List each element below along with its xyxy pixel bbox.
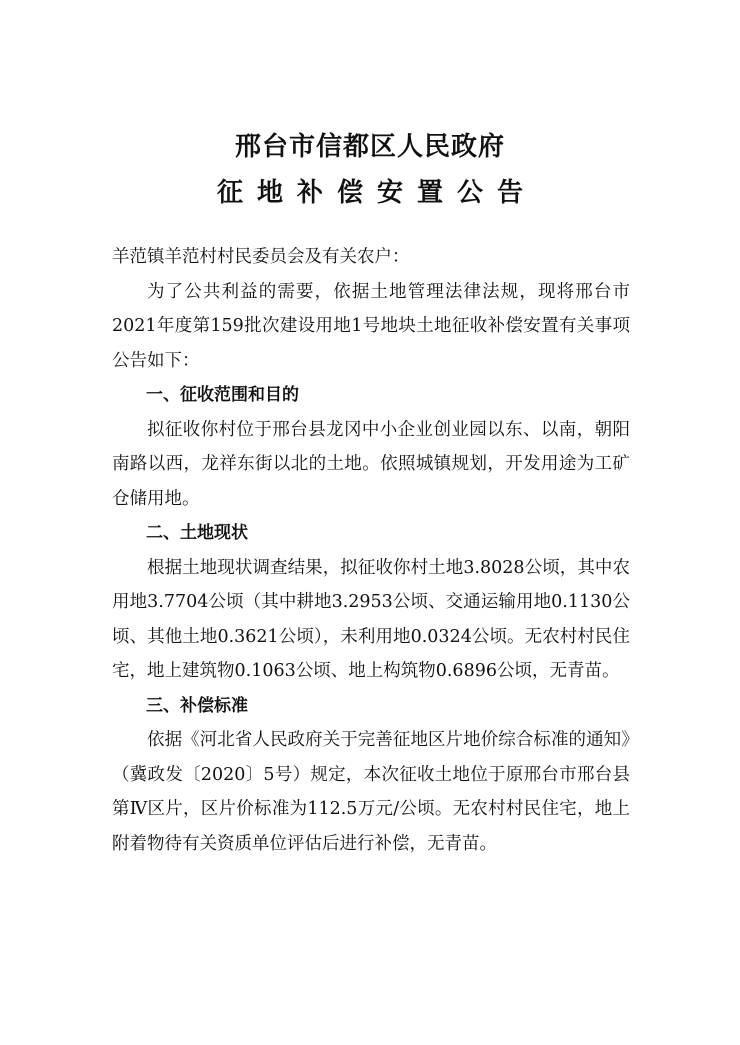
document-title-line2: 征地补偿安置公告 (216, 178, 537, 208)
section-heading-land-status: 二、土地现状 (146, 523, 248, 543)
intro-paragraph: 为了公共利益的需要，依据土地管理法律法规，现将邢台市2021年度第159批次建设用地1号地块土地征收补偿安置有关事项公告如下： (112, 281, 630, 371)
section-text-compensation: 依据《河北省人民政府关于完善征地区片地价综合标准的通知》（冀政发〔2020〕5号）规定，本次征收土地位于原邢台市邢台县第Ⅳ区片，区片价标准为112.5万元/公顷。无农村村民住宅，地上附着物待有关资质单位评估后进行补偿，无青苗。 (112, 730, 630, 854)
section-heading-compensation: 三、补偿标准 (146, 695, 248, 716)
section-text-scope: 拟征收你村位于邢台县龙冈中小企业创业园以东、以南，朝阳南路以西，龙祥东街以北的土地。依照城镇规划，开发用途为工矿仓储用地。 (112, 419, 630, 509)
document-title-line1: 邢台市信都区人民政府 (234, 132, 505, 162)
salutation: 羊范镇羊范村村民委员会及有关农户： (112, 247, 410, 267)
document-body (112, 240, 630, 861)
section-heading-scope: 一、征收范围和目的 (146, 385, 299, 405)
section-text-land-status: 根据土地现状调查结果，拟征收你村土地3.8028公顷，其中农用地3.7704公顷（其中耕地3.2953公顷、交通运输用地0.1130公顷、其他土地0.3621公顷），未利用地0.0324公顷。无农村村民住宅，地上建筑物0.1063公顷、地上构筑物0.6896公顷，无青苗。 (112, 557, 630, 681)
